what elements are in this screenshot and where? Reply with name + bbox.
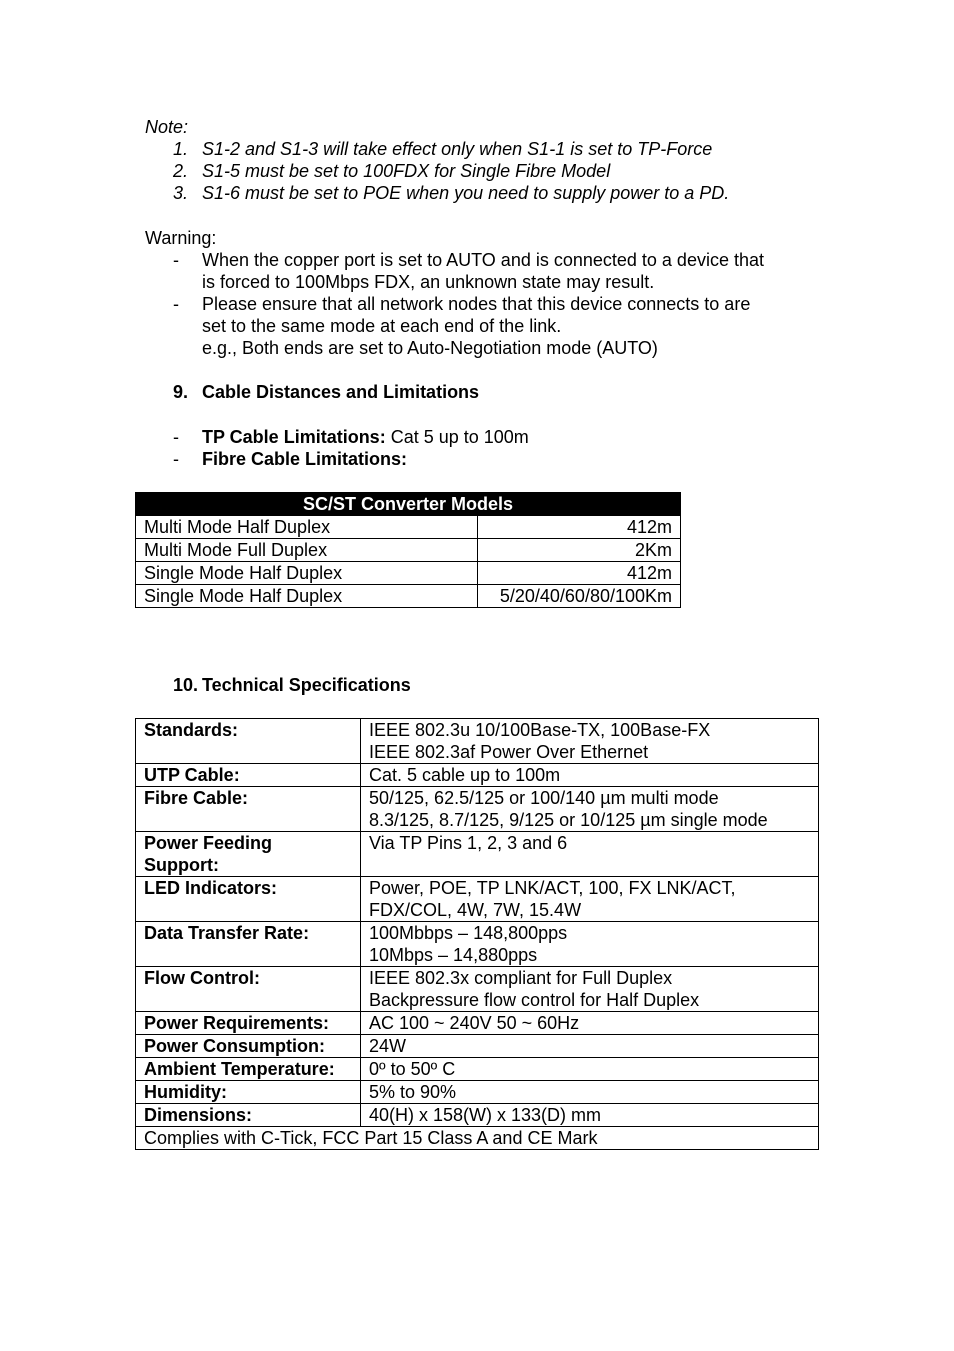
section-9-number: 9. [173, 382, 189, 402]
spec-label [136, 1104, 361, 1127]
warning-item-1-line-2: is forced to 100Mbps FDX, an unknown state may result. [202, 272, 655, 292]
spec-value [361, 1104, 819, 1127]
spec-value [361, 877, 819, 922]
tp-cable-bullet: - [173, 427, 179, 447]
table-row [136, 832, 819, 877]
mode-cell: Single Mode Half Duplex [136, 585, 478, 608]
spec-value-line: 50/125, 62.5/125 or 100/140 µm multi mode [369, 788, 719, 808]
table-row [136, 764, 819, 787]
spec-value [361, 719, 819, 764]
spec-value [361, 967, 819, 1012]
spec-value-line: IEEE 802.3af Power Over Ethernet [369, 742, 649, 762]
technical-specifications-table [135, 718, 819, 1150]
spec-value [361, 1058, 819, 1081]
spec-label-line: Power Consumption: [144, 1036, 325, 1056]
spec-label [136, 1035, 361, 1058]
spec-label-line: Fibre Cable: [144, 788, 249, 808]
table-row [136, 1104, 819, 1127]
spec-label-line: Power Requirements: [144, 1013, 330, 1033]
spec-value [361, 1035, 819, 1058]
spec-label-line: LED Indicators: [144, 878, 278, 898]
fibre-cable-label: Fibre Cable Limitations: [202, 449, 408, 469]
fibre-cable-bullet: - [173, 449, 179, 469]
table-row [136, 516, 681, 539]
spec-value [361, 764, 819, 787]
spec-label-line: Power Feeding [144, 833, 273, 853]
table-row [136, 1012, 819, 1035]
spec-value-line: 5% to 90% [369, 1082, 457, 1102]
warning-item-2-line-3: e.g., Both ends are set to Auto-Negotiation mode (AUTO) [202, 338, 658, 358]
distance-cell: 5/20/40/60/80/100Km [478, 585, 681, 608]
table-row [136, 787, 819, 832]
spec-label-line: Dimensions: [144, 1105, 253, 1125]
spec-value-line: AC 100 ~ 240V 50 ~ 60Hz [369, 1013, 580, 1033]
spec-label [136, 1081, 361, 1104]
warning-bullet-1: - [173, 250, 179, 270]
distance-cell: 412m [478, 562, 681, 585]
spec-value-line: 24W [369, 1036, 407, 1056]
note-heading: Note: [145, 117, 189, 137]
tp-cable-value: Cat 5 up to 100m [385, 427, 529, 447]
spec-value-line: Via TP Pins 1, 2, 3 and 6 [369, 833, 568, 853]
spec-value [361, 1012, 819, 1035]
distance-cell: 412m [478, 516, 681, 539]
spec-value-line: FDX/COL, 4W, 7W, 15.4W [369, 900, 582, 920]
converter-models-table [135, 492, 681, 608]
table-row [136, 967, 819, 1012]
mode-cell: Multi Mode Half Duplex [136, 516, 478, 539]
mode-cell: Single Mode Half Duplex [136, 562, 478, 585]
spec-value [361, 787, 819, 832]
spec-label-line: Humidity: [144, 1082, 227, 1102]
spec-value-line: IEEE 802.3x compliant for Full Duplex [369, 968, 673, 988]
table-row [136, 539, 681, 562]
note-item-1: S1-2 and S1-3 will take effect only when S1-1 is set to TP-Force [202, 139, 713, 159]
spec-label-line: Data Transfer Rate: [144, 923, 310, 943]
note-item-3: S1-6 must be set to POE when you need to supply power to a PD. [202, 183, 730, 203]
spec-value-line: Power, POE, TP LNK/ACT, 100, FX LNK/ACT, [369, 878, 736, 898]
spec-value-line: Cat. 5 cable up to 100m [369, 765, 561, 785]
spec-label [136, 922, 361, 967]
table-row [136, 1058, 819, 1081]
section-10-number: 10. [173, 675, 199, 695]
compliance-note: Complies with C-Tick, FCC Part 15 Class A and CE Mark [136, 1127, 819, 1150]
table-footer-row [136, 1127, 819, 1150]
spec-label-line: UTP Cable: [144, 765, 240, 785]
spec-value [361, 832, 819, 877]
spec-value-line: 8.3/125, 8.7/125, 9/125 or 10/125 µm single mode [369, 810, 768, 830]
section-10-title: Technical Specifications [202, 675, 411, 695]
note-item-3-number: 3. [173, 183, 189, 203]
spec-label-line: Flow Control: [144, 968, 260, 988]
fibre-cable-limitations [202, 448, 407, 470]
table-row [136, 1035, 819, 1058]
spec-label [136, 1012, 361, 1035]
note-item-2: S1-5 must be set to 100FDX for Single Fibre Model [202, 161, 611, 181]
spec-label [136, 787, 361, 832]
spec-label [136, 719, 361, 764]
tp-cable-limitations [202, 426, 529, 448]
spec-value-line: 0º to 50º C [369, 1059, 456, 1079]
spec-value-line: 10Mbps – 14,880pps [369, 945, 538, 965]
mode-cell: Multi Mode Full Duplex [136, 539, 478, 562]
note-item-2-number: 2. [173, 161, 189, 181]
converter-models-header: SC/ST Converter Models [136, 493, 681, 516]
table-row [136, 922, 819, 967]
tp-cable-label: TP Cable Limitations: [202, 427, 386, 447]
spec-label-line: Ambient Temperature: [144, 1059, 335, 1079]
spec-value [361, 922, 819, 967]
spec-label-line: Standards: [144, 720, 239, 740]
spec-label [136, 832, 361, 877]
warning-item-2-line-2: set to the same mode at each end of the link. [202, 316, 562, 336]
section-9-title: Cable Distances and Limitations [202, 382, 480, 402]
spec-value-line: 40(H) x 158(W) x 133(D) mm [369, 1105, 602, 1125]
warning-item-1-line-1: When the copper port is set to AUTO and is connected to a device that [202, 250, 764, 270]
table-row [136, 719, 819, 764]
spec-label [136, 1058, 361, 1081]
spec-value [361, 1081, 819, 1104]
table-row [136, 562, 681, 585]
warning-heading: Warning: [145, 228, 217, 248]
distance-cell: 2Km [478, 539, 681, 562]
spec-value-line: 100Mbbps – 148,800pps [369, 923, 568, 943]
spec-label [136, 967, 361, 1012]
warning-bullet-2: - [173, 294, 179, 314]
table-header-row [136, 493, 681, 516]
table-row [136, 877, 819, 922]
spec-value-line: Backpressure flow control for Half Duplex [369, 990, 700, 1010]
spec-label [136, 764, 361, 787]
note-item-1-number: 1. [173, 139, 189, 159]
spec-label [136, 877, 361, 922]
table-row [136, 1081, 819, 1104]
spec-value-line: IEEE 802.3u 10/100Base-TX, 100Base-FX [369, 720, 711, 740]
table-row [136, 585, 681, 608]
warning-item-2-line-1: Please ensure that all network nodes that this device connects to are [202, 294, 751, 314]
spec-label-line: Support: [144, 855, 219, 875]
